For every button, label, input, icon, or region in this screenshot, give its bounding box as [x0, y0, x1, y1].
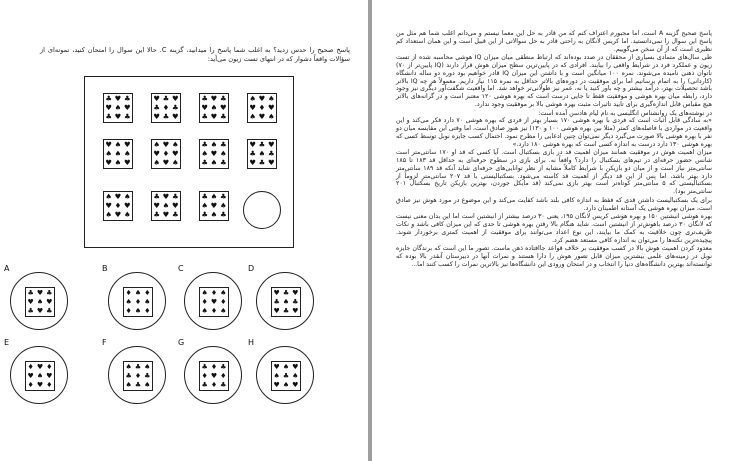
card-symbol: ♥ — [249, 158, 256, 168]
card-symbol: ♥ — [273, 362, 280, 371]
card-symbol: ♣ — [134, 381, 142, 390]
card-symbol: ♠ — [210, 210, 218, 220]
option-card — [25, 287, 55, 317]
card-symbol: ♥ — [249, 139, 256, 149]
option-label: F — [102, 338, 107, 347]
card-symbol: ♦ — [162, 102, 170, 112]
card-symbol: ♠ — [210, 191, 218, 201]
card-symbol: ♥ — [36, 307, 44, 316]
card-symbol: ♠ — [249, 112, 256, 122]
card-symbol: ♣ — [105, 112, 112, 122]
card-symbol: ♣ — [153, 210, 160, 220]
card-symbol: ♠ — [172, 139, 179, 149]
card-symbol: ♣ — [124, 112, 131, 122]
grid-card — [199, 139, 229, 169]
paragraph: بهره هوشی انیشتین ۱۵۰ و بهره هوشی کریس لانگان ۱۹۵، یعنی ۳۰ درصد بیشتر از انیشتین است اما این بدان معنی نیست که لانگان ۳۰ درصد باهوش‌تر از انیشتین است. شاید هنگام بالا رفتن بهره هوشی تا حدی که این میزان کافی باشد و نکات ظریف‌تری چون خلاقیت به کمک ما بیایند، این نوع اعداد می‌توانند برای موفقیت از اهمیت کمتری برخوردار شوند. پیچیده‌ترین نکته‌ها را می‌توان به اندازه کافی مستعد هضم کرد. — [396, 213, 712, 244]
card-symbol: ♠ — [268, 93, 275, 103]
card-symbol: ♥ — [162, 210, 170, 220]
card-symbol: ♥ — [268, 102, 275, 112]
card-symbol: ♥ — [114, 112, 122, 122]
card-symbol: ♥ — [114, 93, 122, 103]
card-symbol: ♣ — [282, 307, 290, 316]
card-symbol: ♠ — [220, 200, 227, 210]
card-symbol: ♠ — [36, 297, 44, 306]
card-symbol: ♥ — [273, 307, 280, 316]
option-card — [123, 287, 153, 317]
paragraph: پاسخ صحیح گزینه A است، اما مجبورم اعتراف کنم که من قادر به حل این معما نیستم و می‌دانم اغلب شما هم مثل من پاسخ این سوال را نمی‌دانستید. اما کریس لانگان به راحتی قادر به حل سوالاتی از این قبیل است و این همان استعداد کم نظیری است که از آن سخن می‌گوییم. — [396, 30, 712, 53]
card-symbol: ♥ — [210, 93, 218, 103]
card-symbol: ♠ — [114, 148, 122, 158]
card-symbol: ♣ — [162, 93, 170, 103]
option-g[interactable] — [184, 346, 242, 404]
card-symbol: ♣ — [220, 139, 227, 149]
card-symbol: ♥ — [124, 139, 131, 149]
card-symbol: ♥ — [27, 297, 34, 306]
card-symbol: ♥ — [153, 200, 160, 210]
card-symbol: ♥ — [210, 200, 218, 210]
grid-card — [199, 93, 229, 123]
card-symbol: ♥ — [36, 288, 44, 297]
card-symbol: ♠ — [134, 307, 142, 316]
grid-card — [103, 191, 133, 221]
card-symbol: ♥ — [210, 112, 218, 122]
card-symbol: ♥ — [258, 93, 266, 103]
card-symbol: ♣ — [144, 371, 151, 380]
card-symbol: ♥ — [46, 371, 53, 380]
card-symbol: ♥ — [249, 102, 256, 112]
option-label: B — [102, 264, 108, 273]
card-symbol: ♥ — [153, 93, 160, 103]
card-symbol: ♣ — [258, 158, 266, 168]
card-symbol: ♠ — [220, 307, 227, 316]
card-symbol: ♣ — [220, 210, 227, 220]
card-symbol: ♥ — [292, 362, 299, 371]
paragraph: «به سادگی قابل اثبات است که فردی با بهره هوشی ۱۷۰ بسیار بهتر از فردی که بهره هوشی ۷۰ دارد فکر می‌کند و این واقعیت در مواردی با فاصله‌های کمتر (مثلا بین بهره هوشی ۱۰۰ و ۱۳۰) نیز هنوز صادق است، اما وقتی این مقایسه میان دو نفر با بهره هوشی بالا صورت می‌گیرد دیگر نمی‌توان چنین ادعایی را مطرح نمود. احتمال کسب جایزه نوبل توسط کسی که بهره هوشی ۱۳۰ دارد درست به اندازه کسی است که بهره هوشی ۱۸۰ دارد.» — [396, 117, 712, 148]
card-symbol: ♣ — [27, 288, 34, 297]
card-symbol: ♥ — [258, 112, 266, 122]
card-symbol: ♦ — [210, 381, 218, 390]
card-symbol: ♣ — [201, 191, 208, 201]
card-symbol: ♥ — [36, 381, 44, 390]
card-symbol: ♠ — [125, 381, 132, 390]
card-symbol: ♦ — [210, 307, 218, 316]
card-symbol: ♠ — [172, 158, 179, 168]
card-symbol: ♣ — [292, 297, 299, 306]
card-symbol: ♥ — [201, 102, 208, 112]
card-symbol: ♣ — [201, 362, 208, 371]
option-card — [271, 287, 301, 317]
card-symbol: ♠ — [144, 381, 151, 390]
card-symbol: ♥ — [210, 297, 218, 306]
card-symbol: ♣ — [249, 148, 256, 158]
card-symbol: ♠ — [153, 139, 160, 149]
card-symbol: ♦ — [27, 362, 34, 371]
card-symbol: ♣ — [172, 191, 179, 201]
card-symbol: ♠ — [114, 102, 122, 112]
card-symbol: ♥ — [162, 191, 170, 201]
card-symbol: ♥ — [105, 200, 112, 210]
card-symbol: ♣ — [124, 93, 131, 103]
grid-card — [247, 93, 277, 123]
grid-card — [151, 191, 181, 221]
card-symbol: ♠ — [114, 139, 122, 149]
card-symbol: ♥ — [46, 297, 53, 306]
card-symbol: ♦ — [46, 381, 53, 390]
card-symbol: ♠ — [201, 200, 208, 210]
card-symbol: ♠ — [210, 158, 218, 168]
card-symbol: ♣ — [201, 381, 208, 390]
card-symbol: ♠ — [114, 158, 122, 168]
card-symbol: ♠ — [144, 297, 151, 306]
paragraph: در نوشته‌های یک روانشناس انگلیسی به نام لیام هادسن آمده است: — [538, 109, 712, 117]
card-symbol: ♠ — [134, 288, 142, 297]
card-symbol: ♥ — [162, 139, 170, 149]
card-symbol: ♣ — [220, 93, 227, 103]
card-symbol: ♣ — [105, 93, 112, 103]
card-symbol: ♥ — [114, 191, 122, 201]
card-symbol: ♠ — [249, 93, 256, 103]
card-symbol: ♣ — [282, 288, 290, 297]
card-symbol: ♣ — [172, 102, 179, 112]
option-card — [199, 287, 229, 317]
card-symbol: ♣ — [162, 112, 170, 122]
card-symbol: ♣ — [220, 158, 227, 168]
question-text — [40, 46, 350, 63]
grid-card — [151, 139, 181, 169]
card-symbol: ♥ — [124, 200, 131, 210]
card-symbol: ♦ — [210, 362, 218, 371]
card-symbol: ♠ — [282, 362, 290, 371]
card-symbol: ♥ — [27, 371, 34, 380]
option-label: D — [248, 264, 255, 273]
card-symbol: ♥ — [220, 102, 227, 112]
card-symbol: ♣ — [153, 191, 160, 201]
card-symbol: ♠ — [220, 148, 227, 158]
card-symbol: ♦ — [201, 297, 208, 306]
card-symbol: ♦ — [134, 371, 142, 380]
card-symbol: ♠ — [144, 362, 151, 371]
card-symbol: ♠ — [210, 139, 218, 149]
card-symbol: ♠ — [124, 148, 131, 158]
card-symbol: ♥ — [105, 139, 112, 149]
card-symbol: ♥ — [172, 148, 179, 158]
grid-card — [103, 139, 133, 169]
card-symbol: ♥ — [105, 158, 112, 168]
puzzle-grid — [84, 76, 294, 248]
card-symbol: ♠ — [292, 371, 299, 380]
grid-card — [151, 93, 181, 123]
card-symbol: ♦ — [162, 148, 170, 158]
card-symbol: ♠ — [201, 288, 208, 297]
card-symbol: ♣ — [125, 371, 132, 380]
card-symbol: ♦ — [27, 381, 34, 390]
card-symbol: ♥ — [105, 102, 112, 112]
option-card — [123, 361, 153, 391]
card-symbol: ♠ — [282, 381, 290, 390]
card-symbol: ♣ — [201, 139, 208, 149]
option-c[interactable] — [184, 272, 242, 330]
card-symbol: ♠ — [124, 191, 131, 201]
right-page — [372, 0, 738, 461]
option-e[interactable] — [10, 346, 68, 404]
option-card — [199, 361, 229, 391]
card-symbol: ♦ — [201, 371, 208, 380]
card-symbol: ♥ — [268, 158, 275, 168]
card-symbol: ♥ — [210, 148, 218, 158]
card-symbol: ♠ — [105, 210, 112, 220]
card-symbol: ♦ — [125, 307, 132, 316]
card-symbol: ♣ — [201, 210, 208, 220]
card-symbol: ♣ — [201, 158, 208, 168]
card-symbol: ♣ — [153, 102, 160, 112]
paragraph: طی سال‌های متمادی بسیاری از محققان در صدد بوده‌اند که ارتباط منطقی میان میزان IQ هوشی محاسبه شده از تست زیون و عملکرد فرد در شرایط واقعی را بیابند. افرادی که در پایین‌ترین سطح میزان هوش قرار دارند (IQ پایین‌تر از ۷۰) ناتوان ذهنی نامیده می‌شوند. نمره ۱۰۰ میانگین است و با داشتن این میزان IQ قادر خواهیم بود دوره دو ساله دانشگاه (کاردانی) را به اتمام برسانیم اما برای موفقیت در دوره‌های بالاتر حداقل به نمره ۱۱۵ نیاز داریم. معمولاً هر چه IQ بالاتر باشد تحصیلات بهتر، درآمد بیشتر و چه باور کنید یا نه، عمر نیز طولانی‌تر خواهد شد. اما واقعیت شگفت‌آور دیگری نیز وجود دارد، رابطه میان بهره هوشی و موفقیت فقط تا جایی درست است که بهره هوشی ۱۲۰ معتبر است و در گرانه‌های بالاتر هیچ مقیاس قابل اندازه‌گیری برای تایید تاثیرات مثبت بهره هوشی بالا بر موفقیت وجود ندارد. — [396, 54, 713, 108]
card-symbol: ♥ — [36, 362, 44, 371]
card-symbol: ♦ — [210, 288, 218, 297]
option-label: H — [248, 338, 255, 347]
card-symbol: ♠ — [105, 148, 112, 158]
card-symbol: ♣ — [46, 288, 53, 297]
card-symbol: ♠ — [220, 288, 227, 297]
card-symbol: ♣ — [46, 307, 53, 316]
card-symbol: ♥ — [268, 139, 275, 149]
card-symbol: ♣ — [282, 371, 290, 380]
option-b[interactable] — [108, 272, 166, 330]
card-symbol: ♥ — [124, 102, 131, 112]
card-symbol: ♠ — [162, 200, 170, 210]
card-symbol: ♥ — [273, 381, 280, 390]
question-paragraph: پاسخ صحیح را حدس زدید؟ به اغلب شما پاسخ را میدانید، گزینه C. حالا این سوال را امتحان کنید، نمونه‌ای از سؤالات واقعاً دشوار که در انتهای تست زیون می‌آید: — [40, 46, 350, 63]
card-symbol: ♠ — [36, 371, 44, 380]
option-h[interactable] — [256, 346, 314, 404]
card-symbol: ♥ — [153, 148, 160, 158]
grid-card — [199, 191, 229, 221]
card-symbol: ♦ — [125, 288, 132, 297]
card-symbol: ♠ — [201, 307, 208, 316]
card-symbol: ♣ — [201, 93, 208, 103]
option-d[interactable] — [256, 272, 314, 330]
missing-piece-circle — [243, 191, 281, 229]
card-symbol: ♣ — [268, 148, 275, 158]
grid-card — [247, 139, 277, 169]
card-symbol: ♥ — [153, 112, 160, 122]
option-label: E — [4, 338, 10, 347]
card-symbol: ♥ — [292, 307, 299, 316]
card-symbol: ♣ — [220, 112, 227, 122]
card-symbol: ♥ — [210, 371, 218, 380]
card-symbol: ♥ — [124, 158, 131, 168]
paragraph: میزان اهمیت هوش در موفقیت همانند میزان اهمیت قد در بازی بسکتبال است. آیا کسی که قد او ۱۷۰ سانتی‌متر است شانس حضور حرفه‌ای در تیم‌های بسکتبال را دارد؟ واقعاً نه. برای بازی در سطوح حرفه‌ای به حداقل قد ۱۸۳ تا ۱۸۵ سانتی‌متر نیاز است و از میان دو بازیکن با شرایط کاملاً مشابه از نظر توانایی‌های حرفه‌ای شاید آنکه قد ۱۸۹ سانتی‌متر دارد بهتر باشد، اما پس از این قد دیگر از اهمیت قد کاسته می‌شود. بسکتبالیستی با قد ۲۰۷ سانتی‌متر لزوماً از بسکتبالیستی که ۵ سانتی‌متر کوتاه‌تر است بهتر بازی نمی‌کند (قد مایکل جوردن، بهترین بازیکن تاریخ بسکتبال ۲۰۱ سانتی‌متر بود). — [396, 149, 713, 195]
card-symbol: ♠ — [125, 362, 132, 371]
option-card — [25, 361, 55, 391]
card-symbol: ♣ — [220, 381, 227, 390]
card-symbol: ♦ — [114, 200, 122, 210]
card-symbol: ♠ — [125, 297, 132, 306]
card-symbol: ♣ — [27, 307, 34, 316]
body-text — [396, 30, 712, 269]
card-symbol: ♥ — [172, 112, 179, 122]
option-label: C — [178, 264, 184, 273]
card-symbol: ♥ — [292, 288, 299, 297]
card-symbol: ♣ — [172, 210, 179, 220]
grid-card — [103, 93, 133, 123]
card-symbol: ♦ — [220, 297, 227, 306]
option-label: G — [178, 338, 185, 347]
card-symbol: ♣ — [220, 191, 227, 201]
card-symbol: ♦ — [258, 102, 266, 112]
option-card — [271, 361, 301, 391]
paragraph: برای یک بسکتبالیست داشتن قدی که فقط به اندازه کافی بلند باشد کفایت می‌کند و این موضوع در مورد هوش نیز صادق است، میزان بهره هوشی یک آستانه اطمینان دارد. — [396, 196, 712, 212]
card-symbol: ♥ — [292, 381, 299, 390]
card-symbol: ♠ — [201, 148, 208, 158]
option-label: A — [4, 264, 10, 273]
card-symbol: ♥ — [114, 210, 122, 220]
card-symbol: ♣ — [258, 139, 266, 149]
card-symbol: ♠ — [268, 112, 275, 122]
card-symbol: ♦ — [220, 371, 227, 380]
card-symbol: ♠ — [124, 210, 131, 220]
option-f[interactable] — [108, 346, 166, 404]
card-symbol: ♦ — [144, 307, 151, 316]
card-symbol: ♦ — [46, 362, 53, 371]
option-a[interactable] — [10, 272, 68, 330]
card-symbol: ♠ — [210, 102, 218, 112]
card-symbol: ♠ — [282, 297, 290, 306]
left-page — [0, 0, 368, 461]
card-symbol: ♣ — [273, 297, 280, 306]
card-symbol: ♠ — [273, 371, 280, 380]
card-symbol: ♣ — [220, 362, 227, 371]
card-symbol: ♣ — [201, 112, 208, 122]
card-symbol: ♥ — [273, 288, 280, 297]
card-symbol: ♣ — [134, 362, 142, 371]
card-symbol: ♠ — [258, 148, 266, 158]
card-symbol: ♥ — [172, 93, 179, 103]
card-symbol: ♦ — [144, 288, 151, 297]
card-symbol: ♥ — [172, 200, 179, 210]
paragraph: معدود کردن اهمیت هوش بالا در کسب موفقیت بر خلاف قواعد جاافتاده ذهن ماست. تصور ما این است که برندگان جایزه نوبل در زمینه‌های علمی بیشترین میزان قابل تصور هوش را دارا هستند و نمرات آنها در دبیرستان آنقدر بالا بوده که توانسته‌اند بهترین دانشگاه‌های دنیا را انتخاب و در امتحان ورودی این دانشگاه‌ها نیز بالاترین نمرات را کسب کنند اما... — [396, 245, 712, 268]
card-symbol: ♥ — [162, 158, 170, 168]
card-symbol: ♠ — [153, 158, 160, 168]
card-symbol: ♠ — [105, 191, 112, 201]
card-symbol: ♦ — [134, 297, 142, 306]
